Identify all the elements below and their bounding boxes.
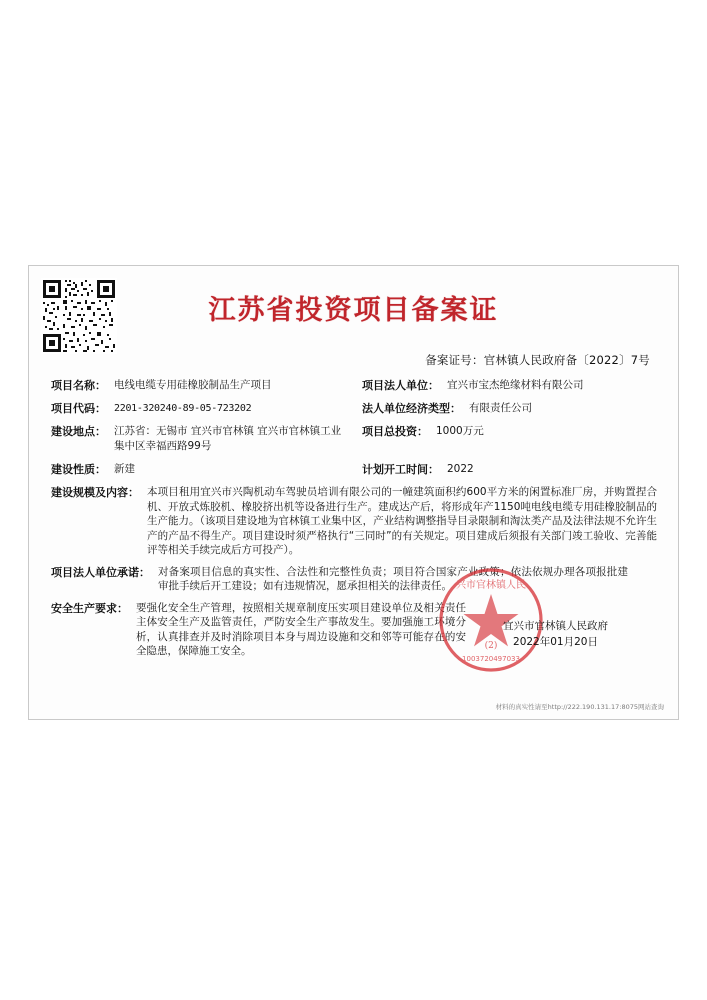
- page-title: 江苏省投资项目备案证: [208, 295, 499, 326]
- economic-type-label: 法人单位经济类型：: [362, 402, 461, 415]
- svg-text:1003720497033: 1003720497033: [462, 655, 520, 663]
- field-economic-type: [354, 401, 657, 416]
- record-number-label: 备案证号：: [425, 353, 484, 367]
- scale-value: 本项目租用宜兴市兴陶机动车驾驶员培训有限公司的一幢建筑面积约600平方米的闲置标准厂房，并购置捏合机、开放式炼胶机、橡胶挤出机等设备进行生产。建成达产后，将形成年产1150吨电线电缆专用硅橡胶制品的生产能力。（该项目建设地为官林镇工业集中区，产业结构调整指导目录限制和淘汰类产品及法律法规不允许生产的产品不得生产。项目建设时须严格执行“三同时”的有关规定。项目建成后须报有关部门竣工验收、完善能评等相关手续完成后方可投产）。: [147, 486, 657, 556]
- row-project-code: [51, 401, 657, 416]
- field-construction-nature: [51, 462, 354, 477]
- field-project-name: [51, 378, 354, 393]
- record-number: [425, 352, 650, 368]
- commitment-label: 项目法人单位承诺：: [51, 565, 150, 579]
- field-total-investment: [354, 424, 657, 454]
- total-investment-value: 1000万元: [436, 425, 484, 437]
- construction-nature-value: 新建: [114, 463, 135, 475]
- project-name-value: 电线电缆专用硅橡胶制品生产项目: [114, 379, 272, 391]
- planned-start-label: 计划开工时间：: [362, 463, 439, 476]
- row-project-name: [51, 378, 657, 393]
- field-legal-entity: [354, 378, 657, 393]
- signature-date: 2022年01月20日: [513, 636, 598, 648]
- signature-authority: 宜兴市官林镇人民政府: [503, 620, 608, 632]
- planned-start-value: 2022: [447, 463, 474, 475]
- location-label: 建设地点：: [51, 425, 106, 438]
- field-planned-start: [354, 462, 657, 477]
- field-location: [51, 424, 354, 454]
- project-name-label: 项目名称：: [51, 379, 106, 392]
- field-commitment: [51, 565, 657, 594]
- row-construction-nature: [51, 462, 657, 477]
- row-location: [51, 424, 657, 454]
- economic-type-value: 有限责任公司: [469, 402, 532, 414]
- project-code-value: 2201-320240-89-05-723202: [114, 403, 252, 414]
- legal-entity-label: 项目法人单位：: [362, 379, 439, 392]
- project-code-label: 项目代码：: [51, 402, 106, 415]
- record-number-value: 官林镇人民政府备〔2022〕7号: [483, 353, 650, 367]
- safety-label: 安全生产要求：: [51, 601, 128, 615]
- signature-block: [503, 618, 608, 650]
- total-investment-label: 项目总投资：: [362, 425, 428, 438]
- field-scale: [51, 485, 657, 558]
- svg-text:兴市官林镇人民: 兴市官林镇人民: [456, 580, 526, 591]
- scale-label: 建设规模及内容：: [51, 486, 139, 499]
- field-project-code: [51, 401, 354, 416]
- commitment-value: 对备案项目信息的真实性、合法性和完整性负责；项目符合国家产业政策；依法依规办理各项报批建审批手续后开工建设；如有违规情况，愿承担相关的法律责任。: [158, 565, 628, 592]
- construction-nature-label: 建设性质：: [51, 463, 106, 476]
- safety-value: 要强化安全生产管理，按照相关规章制度压实项目建设单位及相关责任主体安全生产及监管责任，严防安全生产事故发生。要加强施工环境分析，认真排查并及时消除项目本身与周边设施和交和邻等可能存在的安全隐患，保障施工安全。: [136, 601, 466, 657]
- svg-text:(2): (2): [484, 641, 498, 651]
- verification-footnote: 材料的真实性请至http://222.190.131.17:8075网站查询: [495, 703, 664, 711]
- certificate-card: [28, 265, 679, 720]
- legal-entity-value: 宜兴市宝杰绝缘材料有限公司: [447, 379, 584, 391]
- location-value: 江苏省：无锡市 宜兴市官林镇 宜兴市官林镇工业集中区幸福西路99号: [114, 425, 342, 452]
